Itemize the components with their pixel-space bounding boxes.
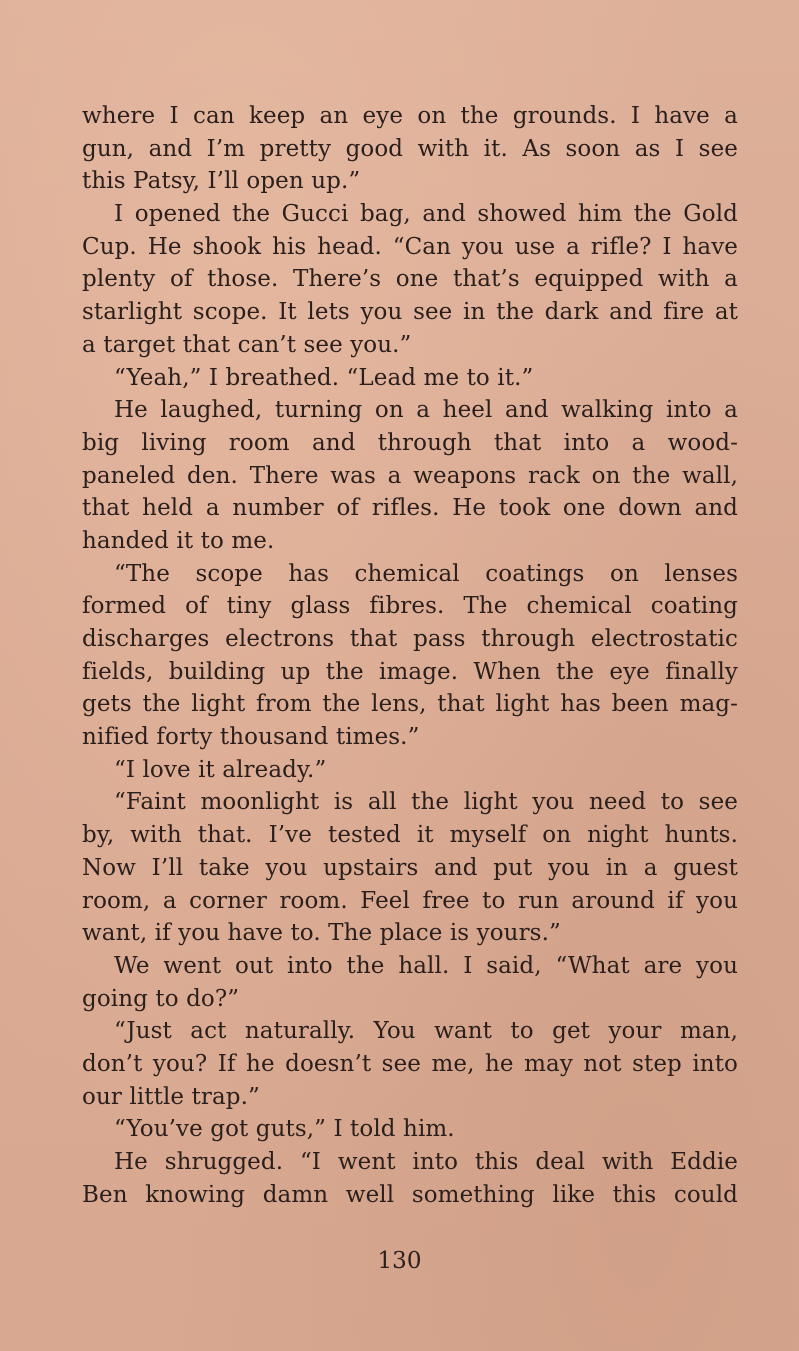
- text-line: He laughed, turning on a heel and walking into a: [114, 397, 738, 424]
- text-line: He shrugged. “I went into this deal with Eddie: [114, 1149, 738, 1175]
- text-line: paneled den. There was a weapons rack on the wall,: [82, 462, 738, 489]
- text-line: Cup. He shook his head. “Can you use a rifle? I have: [82, 233, 738, 260]
- text-line: I opened the Gucci bag, and showed him the Gold: [114, 201, 738, 228]
- body-text: [82, 100, 738, 1211]
- text-line: nified forty thousand times.”: [82, 724, 420, 751]
- text-line: “Faint moonlight is all the light you need to see: [114, 789, 738, 816]
- text-line: discharges electrons that pass through electrostatic: [82, 626, 738, 652]
- text-line: don’t you? If he doesn’t see me, he may not step into: [82, 1050, 738, 1077]
- text-line: that held a number of rifles. He took one down and: [82, 495, 738, 522]
- text-line: where I can keep an eye on the grounds. I have a: [82, 103, 738, 129]
- text-line: Now I’ll take you upstairs and put you in a guest: [82, 854, 738, 881]
- text-line: Ben knowing damn well something like this could: [82, 1181, 738, 1208]
- text-line: handed it to me.: [82, 527, 275, 554]
- text-line: want, if you have to. The place is yours.”: [82, 920, 561, 947]
- text-line: gets the light from the lens, that light has been mag-: [82, 691, 738, 718]
- text-line: our little trap.”: [82, 1083, 260, 1110]
- text-line: formed of tiny glass fibres. The chemical coating: [82, 593, 738, 620]
- text-line: plenty of those. There’s one that’s equipped with a: [82, 266, 738, 293]
- text-line: room, a corner room. Feel free to run around if you: [82, 887, 738, 914]
- text-line: starlight scope. It lets you see in the dark and fire at: [82, 299, 738, 326]
- text-line: going to do?”: [82, 985, 240, 1012]
- text-line: “You’ve got guts,” I told him.: [114, 1116, 455, 1143]
- text-line: this Patsy, I’ll open up.”: [82, 168, 361, 195]
- text-line: by, with that. I’ve tested it myself on night hunts.: [82, 822, 738, 849]
- text-line: We went out into the hall. I said, “What are you: [114, 952, 738, 979]
- text-line: gun, and I’m pretty good with it. As soon as I see: [82, 135, 738, 162]
- text-line: “The scope has chemical coatings on lenses: [114, 560, 738, 587]
- text-line: “Just act naturally. You want to get your man,: [114, 1018, 738, 1045]
- text-line: a target that can’t see you.”: [82, 331, 412, 358]
- text-line: fields, building up the image. When the eye finally: [82, 658, 738, 685]
- text-line: “Yeah,” I breathed. “Lead me to it.”: [114, 364, 534, 391]
- text-line: “I love it already.”: [114, 756, 327, 783]
- page-number: 130: [377, 1248, 422, 1274]
- text-line: big living room and through that into a wood-: [82, 429, 738, 456]
